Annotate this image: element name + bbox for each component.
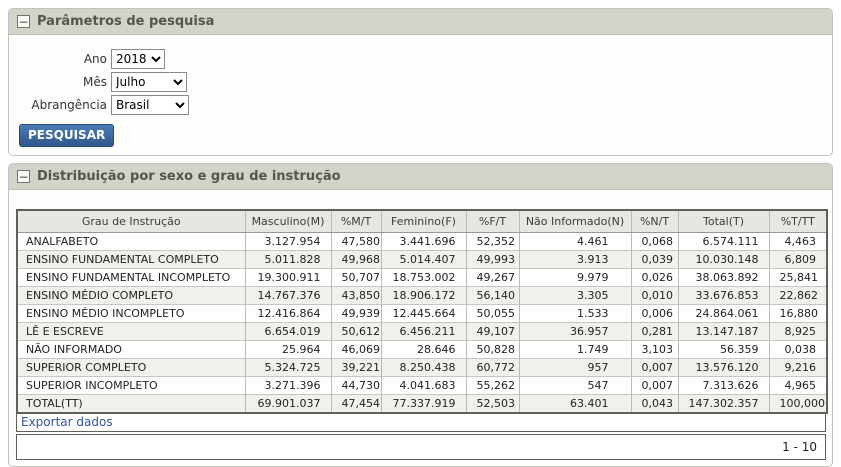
cell-nao-informado: 3.913 bbox=[519, 251, 631, 269]
cell-masculino: 12.416.864 bbox=[245, 305, 331, 323]
form-row-ano bbox=[19, 49, 822, 69]
table-row bbox=[17, 341, 827, 359]
col-header-pct-m: %M/T bbox=[331, 210, 381, 233]
cell-pct-m: 50,707 bbox=[331, 269, 381, 287]
cell-feminino: 18.753.002 bbox=[381, 269, 466, 287]
cell-pct-t: 4,965 bbox=[769, 377, 827, 395]
cell-masculino: 3.271.396 bbox=[245, 377, 331, 395]
search-parameters-panel bbox=[8, 8, 833, 156]
cell-pct-f: 50,055 bbox=[466, 305, 519, 323]
cell-grau: ENSINO FUNDAMENTAL COMPLETO bbox=[17, 251, 245, 269]
col-header-pct-f: %F/T bbox=[466, 210, 519, 233]
col-header-feminino: Feminino(F) bbox=[381, 210, 466, 233]
cell-masculino: 25.964 bbox=[245, 341, 331, 359]
cell-pct-m: 39,221 bbox=[331, 359, 381, 377]
cell-feminino: 4.041.683 bbox=[381, 377, 466, 395]
cell-total: 38.063.892 bbox=[678, 269, 769, 287]
pesquisar-button[interactable]: PESQUISAR bbox=[19, 124, 114, 147]
pagination-range: 1 - 10 bbox=[782, 440, 817, 454]
cell-masculino: 5.011.828 bbox=[245, 251, 331, 269]
cell-masculino: 6.654.019 bbox=[245, 323, 331, 341]
search-form bbox=[9, 35, 832, 155]
distribution-table bbox=[16, 209, 828, 414]
cell-nao-informado: 957 bbox=[519, 359, 631, 377]
cell-pct-t: 4,463 bbox=[769, 233, 827, 251]
table-row bbox=[17, 359, 827, 377]
mes-label: Mês bbox=[83, 75, 107, 89]
collapse-icon[interactable]: − bbox=[18, 169, 29, 184]
table-row bbox=[17, 305, 827, 323]
cell-pct-t: 16,880 bbox=[769, 305, 827, 323]
pagination-bar bbox=[16, 434, 826, 460]
export-data-link[interactable]: Exportar dados bbox=[21, 415, 113, 429]
table-body bbox=[17, 233, 827, 414]
cell-pct-n: 0,026 bbox=[631, 269, 678, 287]
cell-pct-t: 8,925 bbox=[769, 323, 827, 341]
cell-feminino: 3.441.696 bbox=[381, 233, 466, 251]
cell-pct-f: 55,262 bbox=[466, 377, 519, 395]
cell-pct-m: 49,968 bbox=[331, 251, 381, 269]
cell-total: 33.676.853 bbox=[678, 287, 769, 305]
cell-total: 24.864.061 bbox=[678, 305, 769, 323]
cell-pct-n: 3,103 bbox=[631, 341, 678, 359]
cell-pct-m: 47,580 bbox=[331, 233, 381, 251]
cell-total: 6.574.111 bbox=[678, 233, 769, 251]
cell-pct-t: 22,862 bbox=[769, 287, 827, 305]
cell-pct-n: 0,007 bbox=[631, 359, 678, 377]
cell-pct-n: 0,010 bbox=[631, 287, 678, 305]
form-row-abrangencia bbox=[19, 95, 822, 115]
collapse-icon[interactable]: − bbox=[18, 14, 29, 29]
cell-grau: ANALFABETO bbox=[26, 235, 99, 248]
cell-nao-informado: 36.957 bbox=[519, 323, 631, 341]
cell-nao-informado: 3.305 bbox=[519, 287, 631, 305]
cell-pct-m: 50,612 bbox=[331, 323, 381, 341]
cell-nao-informado: 63.401 bbox=[519, 395, 631, 414]
cell-pct-f: 49,267 bbox=[466, 269, 519, 287]
cell-pct-n: 0,043 bbox=[631, 395, 678, 414]
export-row bbox=[16, 414, 826, 432]
results-panel-header bbox=[9, 164, 832, 190]
cell-pct-f: 52,503 bbox=[466, 395, 519, 414]
abrangencia-select[interactable] bbox=[111, 95, 189, 115]
cell-feminino: 6.456.211 bbox=[381, 323, 466, 341]
cell-nao-informado: 9.979 bbox=[519, 269, 631, 287]
results-body bbox=[9, 190, 832, 466]
results-panel bbox=[8, 163, 833, 467]
table-row bbox=[17, 377, 827, 395]
cell-pct-n: 0,006 bbox=[631, 305, 678, 323]
cell-pct-n: 0,039 bbox=[631, 251, 678, 269]
cell-nao-informado: 547 bbox=[519, 377, 631, 395]
cell-total: 56.359 bbox=[678, 341, 769, 359]
mes-select[interactable] bbox=[111, 72, 187, 92]
cell-pct-f: 49,993 bbox=[466, 251, 519, 269]
ano-select[interactable] bbox=[111, 49, 165, 69]
col-header-pct-n: %N/T bbox=[631, 210, 678, 233]
table-header-row bbox=[17, 210, 827, 233]
cell-pct-f: 56,140 bbox=[466, 287, 519, 305]
abrangencia-label: Abrangência bbox=[31, 98, 107, 112]
cell-masculino: 14.767.376 bbox=[245, 287, 331, 305]
cell-total: 13.147.187 bbox=[678, 323, 769, 341]
cell-nao-informado: 4.461 bbox=[519, 233, 631, 251]
cell-pct-t: 100,000 bbox=[769, 395, 827, 414]
cell-masculino: 3.127.954 bbox=[245, 233, 331, 251]
cell-pct-f: 49,107 bbox=[466, 323, 519, 341]
cell-feminino: 8.250.438 bbox=[381, 359, 466, 377]
cell-feminino: 28.646 bbox=[381, 341, 466, 359]
form-row-mes bbox=[19, 72, 822, 92]
table-row bbox=[17, 395, 827, 414]
cell-nao-informado: 1.533 bbox=[519, 305, 631, 323]
cell-grau: SUPERIOR INCOMPLETO bbox=[17, 377, 245, 395]
cell-grau: SUPERIOR COMPLETO bbox=[17, 359, 245, 377]
cell-total: 7.313.626 bbox=[678, 377, 769, 395]
cell-grau: ENSINO MÉDIO COMPLETO bbox=[17, 287, 245, 305]
col-header-masculino: Masculino(M) bbox=[245, 210, 331, 233]
col-header-grau: Grau de Instrução bbox=[17, 210, 245, 233]
cell-masculino: 5.324.725 bbox=[245, 359, 331, 377]
cell-pct-m: 43,850 bbox=[331, 287, 381, 305]
cell-pct-t: 9,216 bbox=[769, 359, 827, 377]
cell-nao-informado: 1.749 bbox=[519, 341, 631, 359]
cell-pct-m: 44,730 bbox=[331, 377, 381, 395]
cell-grau: LÊ E ESCREVE bbox=[17, 323, 245, 341]
cell-grau: NÃO INFORMADO bbox=[17, 341, 245, 359]
cell-masculino: 69.901.037 bbox=[245, 395, 331, 414]
search-panel-header bbox=[9, 9, 832, 35]
cell-feminino: 5.014.407 bbox=[381, 251, 466, 269]
cell-pct-m: 49,939 bbox=[331, 305, 381, 323]
table-row bbox=[17, 269, 827, 287]
table-row bbox=[17, 323, 827, 341]
cell-pct-f: 50,828 bbox=[466, 341, 519, 359]
cell-feminino: 18.906.172 bbox=[381, 287, 466, 305]
cell-total: 147.302.357 bbox=[678, 395, 769, 414]
cell-pct-m: 47,454 bbox=[331, 395, 381, 414]
cell-pct-n: 0,068 bbox=[631, 233, 678, 251]
cell-total: 13.576.120 bbox=[678, 359, 769, 377]
cell-pct-f: 60,772 bbox=[466, 359, 519, 377]
col-header-nao-informado: Não Informado(N) bbox=[519, 210, 631, 233]
cell-pct-f: 52,352 bbox=[466, 233, 519, 251]
col-header-pct-t: %T/TT bbox=[769, 210, 827, 233]
cell-pct-m: 46,069 bbox=[331, 341, 381, 359]
cell-pct-t: 0,038 bbox=[769, 341, 827, 359]
results-panel-title: Distribuição por sexo e grau de instrução bbox=[37, 169, 341, 184]
search-panel-title: Parâmetros de pesquisa bbox=[37, 14, 215, 29]
cell-pct-n: 0,007 bbox=[631, 377, 678, 395]
cell-masculino: 19.300.911 bbox=[245, 269, 331, 287]
table-row bbox=[17, 233, 827, 251]
cell-pct-n: 0,281 bbox=[631, 323, 678, 341]
table-row bbox=[17, 287, 827, 305]
cell-pct-t: 25,841 bbox=[769, 269, 827, 287]
cell-pct-t: 6,809 bbox=[769, 251, 827, 269]
cell-feminino: 12.445.664 bbox=[381, 305, 466, 323]
cell-total: 10.030.148 bbox=[678, 251, 769, 269]
cell-grau: ENSINO MÉDIO INCOMPLETO bbox=[17, 305, 245, 323]
cell-grau: ENSINO FUNDAMENTAL INCOMPLETO bbox=[17, 269, 245, 287]
col-header-total: Total(T) bbox=[678, 210, 769, 233]
ano-label: Ano bbox=[83, 52, 107, 66]
cell-grau: TOTAL(TT) bbox=[17, 395, 245, 414]
table-row bbox=[17, 251, 827, 269]
cell-feminino: 77.337.919 bbox=[381, 395, 466, 414]
